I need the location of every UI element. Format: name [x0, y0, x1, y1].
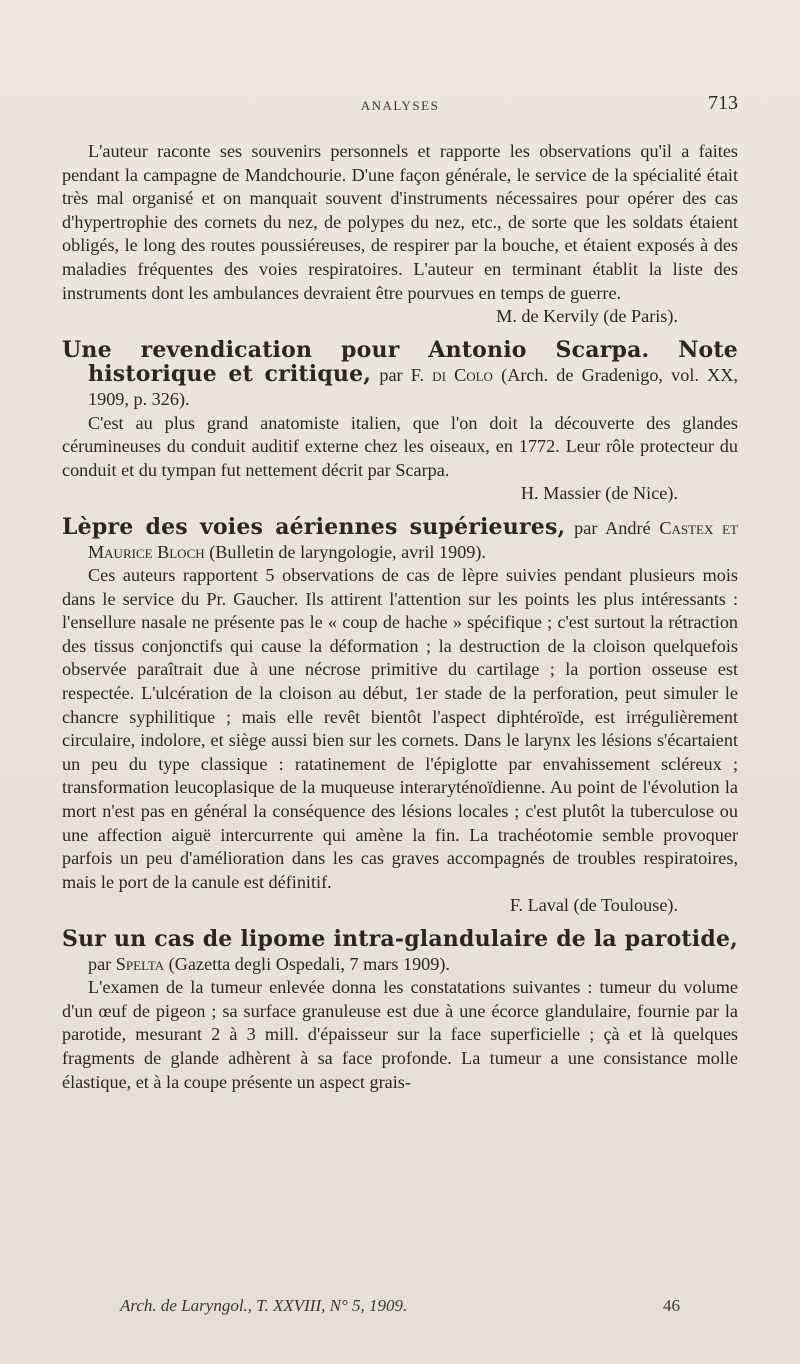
article-author: Castex et Maurice Bloch: [88, 517, 739, 562]
article-ref-prefix: par F.: [371, 365, 433, 386]
article-ref-prefix: par André: [565, 517, 660, 538]
footer-journal: Arch. de Laryngol., T. XXVIII, N° 5, 1909.: [120, 1296, 408, 1315]
article-source: (Bulletin de laryngologie, avril 1909).: [204, 541, 486, 562]
article-source: (Arch. de Gradenigo, vol. XX, 1909, p. 326).: [88, 365, 738, 409]
intro-paragraph: L'auteur raconte ses souvenirs personnels et rapporte les observations qu'il a faites pendant la campagne de Mandchourie. D'une façon générale, le service de la spécialité était très mal organisé et on manquait souvent d'instruments nécessaires pour opérer des cas d'hypertrophie des cornets du nez, de polypes du nez, etc., de sorte que les soldats étaient obligés, le long des routes poussiéreuses, de respirer par la bouche, et étaient exposés à des maladies fréquentes des voies respiratoires. L'auteur en terminant établit la liste des instruments dont les ambulances devraient être pourvues en temps de guerre.: [62, 141, 738, 303]
article-lepre: [62, 513, 739, 918]
article-ref-prefix: par: [88, 953, 116, 974]
article-source: (Gazetta degli Ospedali, 7 mars 1909).: [164, 953, 450, 974]
page-footer: [120, 1296, 680, 1316]
article-title: Lèpre des voies aériennes supérieures,: [62, 513, 566, 540]
intro-signature: M. de Kervily (de Paris).: [496, 306, 678, 327]
running-head: ANALYSES: [360, 98, 440, 113]
article-heading: [62, 513, 739, 564]
article-heading: [62, 336, 738, 412]
article-lipome: [62, 928, 738, 1094]
article-scarpa: [62, 336, 738, 506]
article-signature: F. Laval (de Toulouse).: [509, 895, 678, 916]
article-body: Ces auteurs rapportent 5 observations de cas de lèpre suivies pendant plusieurs mois dans le service du Pr. Gaucher. Ils attirent l'attention sur les points les plus intéressants : l'ensellure nasale ne présente pas le « coup de hache » spécifique ; c'est surtout la rétraction des tissus conjonctifs qui cause la déformation ; la destruction de la cloison quelquefois observée paraîtrait due à une nécrose primitive du cartilage ; la portion osseuse est respectée. L'ulcération de la cloison au début, 1er stade de la perforation, peut simuler le chancre syphilitique ; mais elle revêt bientôt l'aspect diphtéroïde, est irrégulièrement circulaire, indolore, et siège aussi bien sur les cornets. Dans le larynx les lésions s'écartaient un peu du type classique : ratatinement de l'épiglotte par envahissement scléreux ; transformation leucoplasique de la muqueuse interaryténoïdienne. Au point de l'évolution la mort n'est pas en général la conséquence des lésions locales ; c'est plutôt la tuberculose ou une affection aiguë intercurrente qui amène la fin. La trachéotomie semble provoquer parfois un peu d'amélioration dans les cas graves accompagnés de troubles respiratoires, mais le port de la canule est définitif.: [62, 565, 738, 892]
page-header: [62, 92, 738, 122]
page-number: 713: [708, 92, 738, 114]
article-body: L'examen de la tumeur enlevée donna les constatations suivantes : tumeur du volume d'un œuf de pigeon ; sa surface granuleuse est due à une écorce glandulaire, fournie par la parotide, mesurant 2 à 3 mill. d'épaisseur sur la face superficielle ; çà et là quelques fragments de glande adhèrent à sa face profonde. La tumeur a une consistance molle élastique, et à la coupe présente un aspect grais-: [62, 977, 738, 1092]
article-title: Une revendication pour Antonio Scarpa. Note historique et critique,: [62, 336, 738, 388]
article-title: Sur un cas de lipome intra-glandulaire de la parotide,: [62, 926, 738, 952]
article-body: C'est au plus grand anatomiste italien, que l'on doit la découverte des glandes cérumineuses du conduit auditif externe chez les oiseaux, en 1772. Leur rôle protecteur du conduit et du tympan fut nettement décrit par Scarpa.: [62, 412, 738, 480]
article-signature: H. Massier (de Nice).: [520, 483, 678, 504]
page-content: [62, 140, 738, 1094]
article-heading: [62, 928, 738, 976]
footer-sheet-number: 46: [663, 1296, 680, 1315]
article-author: di Colo: [432, 365, 493, 386]
article-author: Spelta: [115, 953, 165, 974]
